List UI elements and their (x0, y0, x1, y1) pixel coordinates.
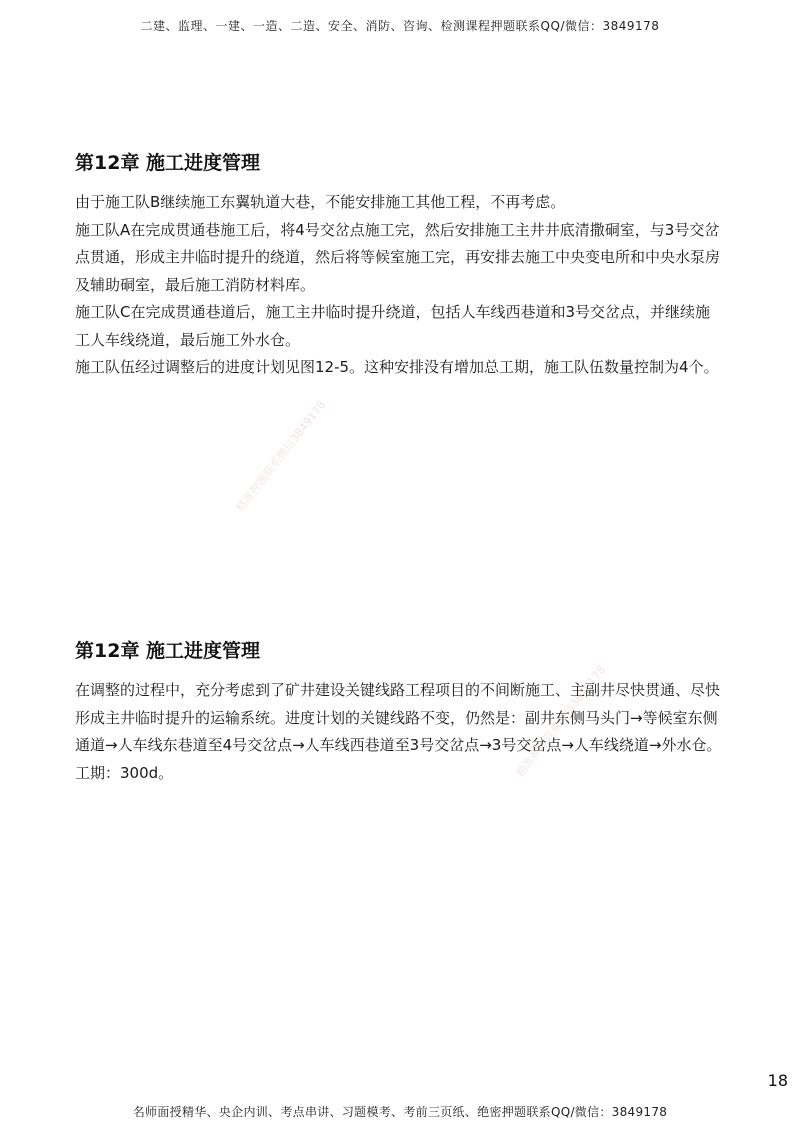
paragraph: 由于施工队B继续施工东翼轨道大巷，不能安排施工其他工程，不再考虑。 (75, 193, 566, 211)
section-2 (75, 638, 725, 787)
paragraph: 施工队C在完成贯通巷道后，施工主井临时提升绕道，包括人车线西巷道和3号交岔点，并继续施工人车线绕道，最后施工外水仓。 (75, 303, 711, 349)
page-footer: 名师面授精华、央企内训、考点串讲、习题模考、考前三页纸、绝密押题联系QQ/微信：3849178 (132, 1105, 668, 1119)
watermark: 精准押题联系微信3849178 (233, 398, 329, 515)
paragraph: 施工队伍经过调整后的进度计划见图12-5。这种安排没有增加总工期，施工队伍数量控制为4个。 (75, 358, 719, 376)
chapter-title: 第12章 施工进度管理 (75, 640, 261, 662)
page-number: 18 (767, 1071, 788, 1090)
watermark: 精准押题联系微信3849178 (513, 663, 609, 780)
page-header: 二建、监理、一建、一造、二造、安全、消防、咨询、检测课程押题联系QQ/微信：3849178 (140, 19, 660, 33)
paragraph: 在调整的过程中，充分考虑到了矿井建设关键线路工程项目的不间断施工、主副井尽快贯通、尽快形成主井临时提升的运输系统。进度计划的关键线路不变，仍然是：副井东侧马头门→等候室东侧通道→人车线东巷道至4号交岔点→人车线西巷道至3号交岔点→3号交岔点→人车线绕道→外水仓。工期：300d。 (75, 681, 722, 782)
paragraph: 施工队A在完成贯通巷施工后，将4号交岔点施工完，然后安排施工主井井底清撒硐室，与3号交岔点贯通，形成主井临时提升的绕道，然后将等候室施工完，再安排去施工中央变电所和中央水泵房及辅助硐室，最后施工消防材料库。 (75, 220, 721, 294)
chapter-title: 第12章 施工进度管理 (75, 152, 261, 174)
section-1 (75, 150, 725, 382)
